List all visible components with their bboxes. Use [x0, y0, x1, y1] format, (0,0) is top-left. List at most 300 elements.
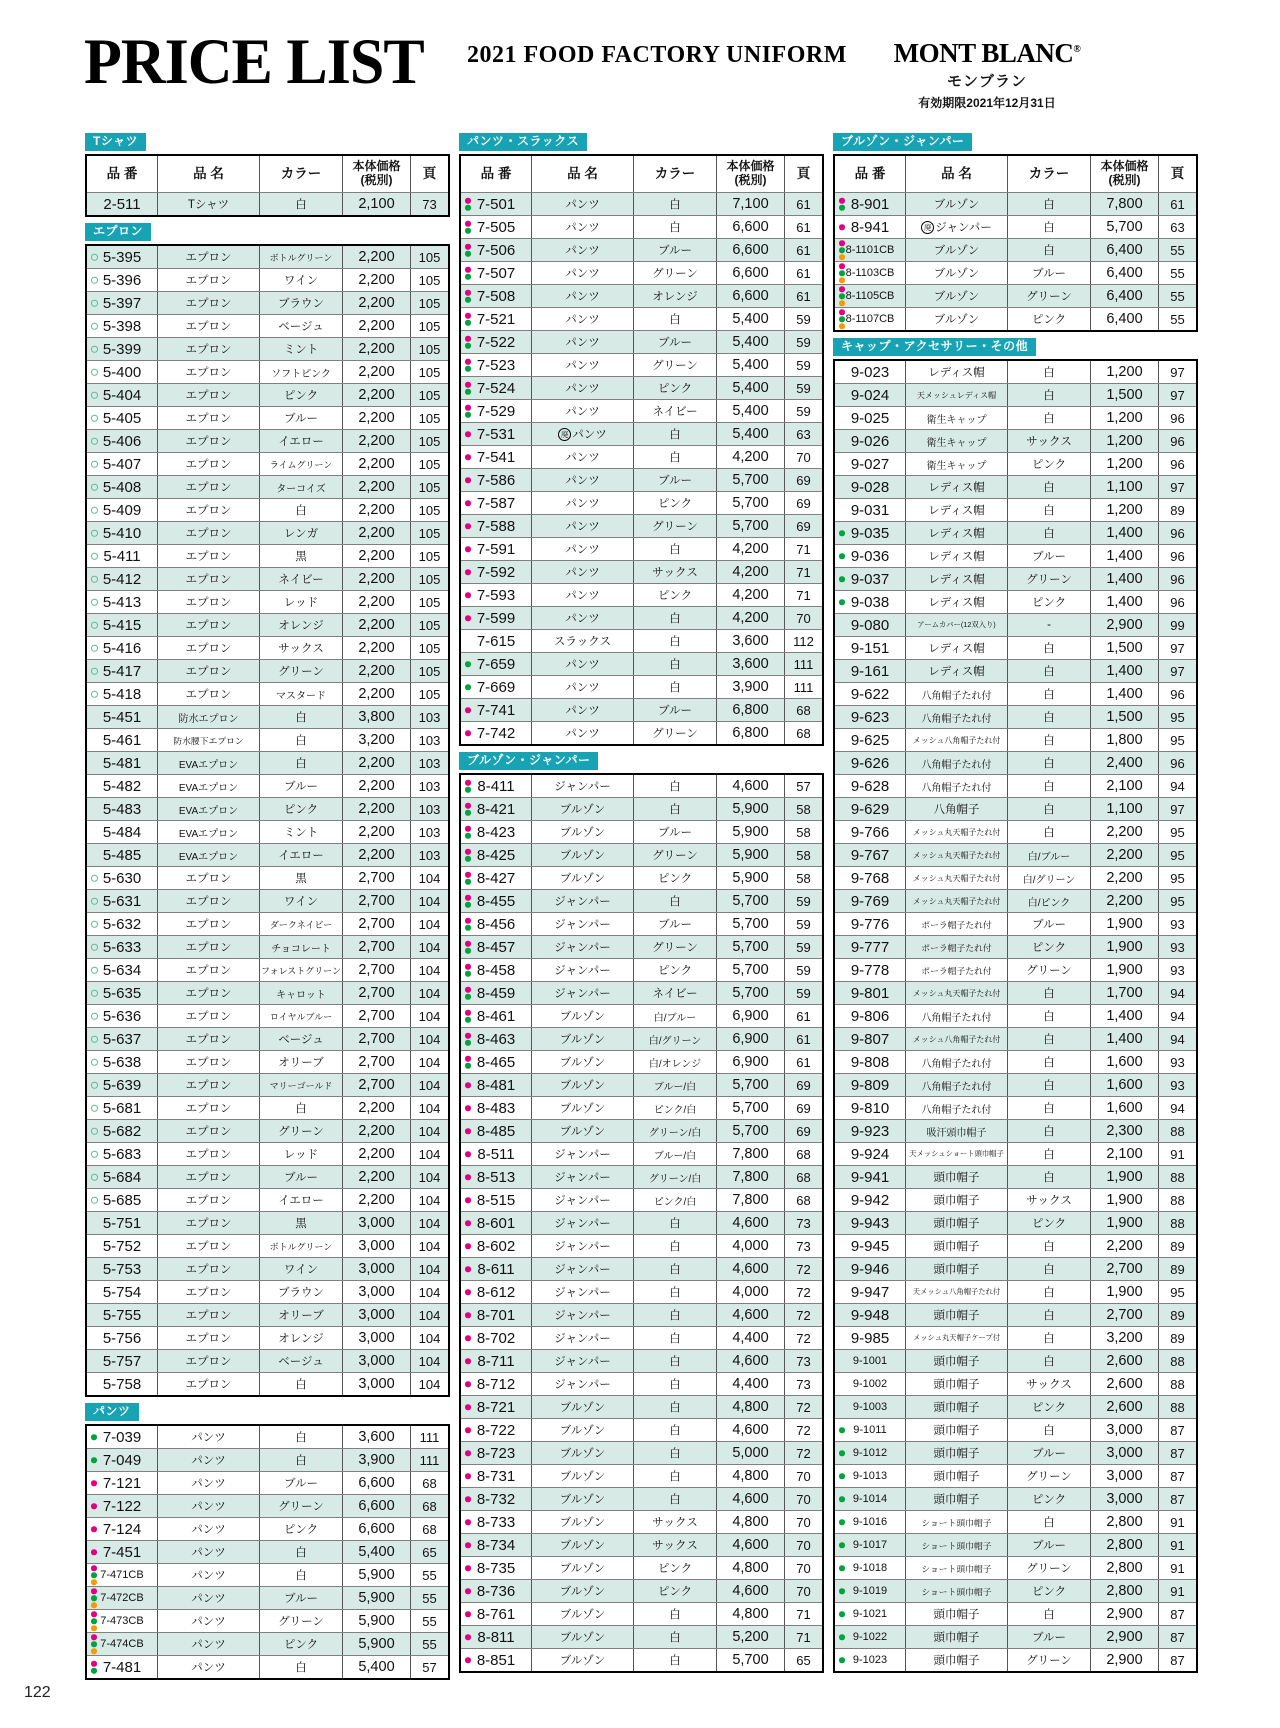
- item-marks: [91, 944, 98, 951]
- table-row: [87, 475, 448, 498]
- magenta-dot-mark: [465, 198, 471, 204]
- item-code: 5-406: [102, 432, 142, 450]
- item-marks: [465, 1128, 471, 1134]
- item-code: 7-523: [476, 356, 516, 374]
- item-page-cell: 69: [784, 492, 822, 514]
- table-row: [461, 675, 822, 698]
- table-row: [835, 613, 1196, 636]
- item-code: 8-483: [476, 1099, 516, 1117]
- open-circle-mark: [91, 1082, 98, 1089]
- item-marks: [465, 1565, 471, 1571]
- item-price-cell: 6,600: [342, 1495, 410, 1517]
- item-page-cell: 103: [410, 752, 448, 774]
- item-code: 9-1017: [852, 1539, 888, 1551]
- item-code-cell: [835, 936, 905, 958]
- table-row: [835, 981, 1196, 1004]
- item-code-cell: [835, 1120, 905, 1142]
- item-color-cell: 白: [259, 499, 342, 521]
- green-dot-mark: [91, 1595, 97, 1601]
- item-color-cell: 白: [1007, 1051, 1090, 1073]
- item-code: 8-601: [476, 1214, 516, 1232]
- item-name-cell: EVAエプロン: [157, 844, 259, 866]
- item-name-cell: エプロン: [157, 614, 259, 636]
- table-row: [87, 659, 448, 682]
- item-name-cell: ジャンパー: [531, 1189, 633, 1211]
- item-name-cell: メッシュ八角帽子たれ付: [905, 1028, 1007, 1050]
- item-name-cell: エプロン: [157, 660, 259, 682]
- item-name-cell: エプロン: [157, 269, 259, 291]
- item-name-cell: メッシュ丸天帽子たれ付: [905, 844, 1007, 866]
- item-name-cell: パンツ: [531, 722, 633, 744]
- item-price-cell: 1,700: [1090, 982, 1158, 1004]
- item-code-cell: [87, 430, 157, 452]
- item-name-cell: スラックス: [531, 630, 633, 652]
- item-color-cell: チョコレート: [259, 936, 342, 958]
- item-page-cell: 57: [410, 1656, 448, 1678]
- green-dot-mark: [839, 1473, 845, 1479]
- item-code-cell: [87, 384, 157, 406]
- item-code-cell: [461, 1396, 531, 1418]
- item-name-cell: ブルゾン: [531, 1120, 633, 1142]
- item-name-cell: パンツ: [157, 1564, 259, 1586]
- magenta-dot-mark: [465, 569, 471, 575]
- item-name-cell: ジャンパー: [531, 1212, 633, 1234]
- item-name-cell: レディス帽: [905, 545, 1007, 567]
- item-color-cell: 白: [1007, 1028, 1090, 1050]
- item-name-cell: パンツ: [531, 607, 633, 629]
- green-dot-mark: [465, 228, 471, 234]
- item-marks: [465, 359, 471, 372]
- open-circle-mark: [91, 392, 98, 399]
- item-code: 5-755: [102, 1306, 142, 1324]
- item-code-cell: [87, 913, 157, 935]
- magenta-dot-mark: [465, 313, 471, 319]
- green-dot-mark: [465, 412, 471, 418]
- item-code: 8-485: [476, 1122, 516, 1140]
- item-page-cell: 61: [784, 262, 822, 284]
- item-price-cell: 2,800: [1090, 1557, 1158, 1579]
- open-circle-mark: [91, 967, 98, 974]
- item-code: 8-421: [476, 800, 516, 818]
- item-price-cell: 7,800: [716, 1143, 784, 1165]
- item-code-cell: [835, 545, 905, 567]
- item-color-cell: ピンク: [259, 1518, 342, 1540]
- item-price-cell: 1,200: [1090, 407, 1158, 429]
- item-name-cell: ブルゾン: [531, 1442, 633, 1464]
- item-color-cell: ピンク: [1007, 308, 1090, 330]
- item-code: 8-701: [476, 1306, 516, 1324]
- item-marks: [839, 576, 845, 582]
- item-color-cell: ボトルグリーン: [259, 246, 342, 268]
- item-price-cell: 2,200: [1090, 844, 1158, 866]
- item-price-cell: 5,700: [716, 936, 784, 958]
- item-code: 8-411: [477, 777, 515, 795]
- item-color-cell: 白: [1007, 982, 1090, 1004]
- item-code-cell: [835, 499, 905, 521]
- table-row: [461, 192, 822, 215]
- item-marks: [465, 895, 471, 908]
- item-price-cell: 2,200: [342, 292, 410, 314]
- item-price-cell: 2,200: [342, 660, 410, 682]
- item-price-cell: 4,600: [716, 775, 784, 797]
- item-code: 7-615: [476, 632, 516, 650]
- header-code: 品 番: [854, 166, 886, 182]
- item-price-cell: 7,800: [716, 1189, 784, 1211]
- magenta-dot-mark: [465, 1289, 471, 1295]
- item-color-cell: ブルー: [259, 407, 342, 429]
- item-name-cell: 八角帽子たれ付: [905, 1074, 1007, 1096]
- item-page-cell: 72: [784, 1442, 822, 1464]
- item-code: 8-702: [476, 1329, 516, 1347]
- item-name-cell: メッシュ丸天帽子たれ付: [905, 821, 1007, 843]
- item-page-cell: 105: [410, 246, 448, 268]
- item-code: 8-511: [477, 1145, 515, 1163]
- item-page-cell: 88: [1158, 1350, 1196, 1372]
- open-circle-mark: [91, 875, 98, 882]
- table-row: [461, 537, 822, 560]
- magenta-dot-mark: [465, 849, 471, 855]
- item-price-cell: 1,500: [1090, 637, 1158, 659]
- table-row: [87, 383, 448, 406]
- item-code: 5-684: [102, 1168, 142, 1186]
- item-name-cell: エプロン: [157, 936, 259, 958]
- green-dot-mark: [91, 1457, 97, 1463]
- table-row: [835, 590, 1196, 613]
- item-page-cell: 91: [1158, 1534, 1196, 1556]
- item-page-cell: 96: [1158, 430, 1196, 452]
- item-page-cell: 95: [1158, 729, 1196, 751]
- table-row: [835, 261, 1196, 284]
- item-code-cell: [835, 1304, 905, 1326]
- item-marks: [91, 1013, 98, 1020]
- item-color-cell: ワイン: [259, 890, 342, 912]
- item-marks: [91, 553, 98, 560]
- magenta-dot-mark: [465, 1565, 471, 1571]
- table-row: [461, 1326, 822, 1349]
- item-page-cell: 93: [1158, 1074, 1196, 1096]
- item-code-cell: [87, 1097, 157, 1119]
- item-name-cell: 天メッシュショート頭巾帽子: [905, 1143, 1007, 1165]
- item-color-cell: 白: [633, 1649, 716, 1671]
- item-code: 8-459: [476, 984, 516, 1002]
- item-name-cell: エプロン: [157, 430, 259, 452]
- item-price-cell: 4,600: [716, 1258, 784, 1280]
- item-price-cell: 2,200: [342, 1120, 410, 1142]
- item-page-cell: 96: [1158, 407, 1196, 429]
- item-color-cell: 白: [633, 1419, 716, 1441]
- item-price-cell: 5,700: [716, 959, 784, 981]
- item-code: 5-407: [102, 455, 142, 473]
- item-code: 9-038: [850, 593, 890, 611]
- item-page-cell: 105: [410, 338, 448, 360]
- item-name-cell: エプロン: [157, 1189, 259, 1211]
- table-row: [87, 843, 448, 866]
- orange-dot-mark: [839, 254, 845, 260]
- table-row: [835, 1510, 1196, 1533]
- table-row: [835, 1349, 1196, 1372]
- item-marks: [465, 1312, 471, 1318]
- magenta-dot-mark: [91, 1661, 97, 1667]
- item-code-cell: [835, 706, 905, 728]
- item-page-cell: 95: [1158, 844, 1196, 866]
- item-code: 8-1101CB: [845, 244, 895, 256]
- item-name-cell: ブルゾン: [905, 308, 1007, 330]
- table-row: [835, 1050, 1196, 1073]
- item-name-cell: エプロン: [157, 1074, 259, 1096]
- item-code-cell: [461, 722, 531, 744]
- item-price-cell: 2,700: [342, 1005, 410, 1027]
- item-color-cell: 白: [1007, 1235, 1090, 1257]
- item-price-cell: 1,200: [1090, 499, 1158, 521]
- item-code-cell: [87, 1449, 157, 1471]
- magenta-dot-mark: [465, 1358, 471, 1364]
- item-page-cell: 104: [410, 1074, 448, 1096]
- item-marks: [91, 369, 98, 376]
- item-code-cell: [461, 423, 531, 445]
- item-name-cell: ブルゾン: [531, 821, 633, 843]
- item-price-cell: 5,700: [716, 469, 784, 491]
- price-table: [833, 359, 1198, 1673]
- item-name-cell: エプロン: [157, 637, 259, 659]
- table-row: [835, 1625, 1196, 1648]
- item-name-cell: エプロン: [157, 1120, 259, 1142]
- item-code: 5-409: [102, 501, 142, 519]
- item-marks: [465, 382, 471, 395]
- item-price-cell: 6,800: [716, 699, 784, 721]
- table-row: [461, 1096, 822, 1119]
- item-page-cell: 73: [784, 1350, 822, 1372]
- table-row: [461, 560, 822, 583]
- item-code: 5-635: [102, 984, 142, 1002]
- page-subtitle: 2021 FOOD FACTORY UNIFORM: [467, 42, 847, 68]
- item-code-cell: [461, 216, 531, 238]
- magenta-dot-mark: [465, 964, 471, 970]
- item-code-cell: [87, 522, 157, 544]
- magenta-dot-mark: [465, 1588, 471, 1594]
- table-row: [87, 268, 448, 291]
- item-price-cell: 6,600: [342, 1518, 410, 1540]
- item-code: 5-396: [102, 271, 142, 289]
- item-page-cell: 97: [1158, 476, 1196, 498]
- item-color-cell: ブルー: [1007, 1534, 1090, 1556]
- item-color-cell: 白: [633, 1350, 716, 1372]
- item-page-cell: 97: [1158, 637, 1196, 659]
- item-price-cell: 2,200: [342, 775, 410, 797]
- table-row: [87, 192, 448, 215]
- magenta-dot-mark: [465, 523, 471, 529]
- item-name-cell: エプロン: [157, 1373, 259, 1395]
- item-page-cell: 96: [1158, 591, 1196, 613]
- magenta-dot-mark: [465, 382, 471, 388]
- item-color-cell: 白: [633, 1281, 716, 1303]
- item-page-cell: 55: [410, 1587, 448, 1609]
- item-code-cell: [835, 1005, 905, 1027]
- item-color-cell: 白: [633, 607, 716, 629]
- item-price-cell: 5,400: [342, 1656, 410, 1678]
- header-page: 頁: [1158, 156, 1196, 192]
- item-name-cell: 頭巾帽子: [905, 1189, 1007, 1211]
- table-row: [461, 238, 822, 261]
- item-page-cell: 72: [784, 1258, 822, 1280]
- item-color-cell: グリーン: [1007, 1649, 1090, 1671]
- brand-kana: モンブラン: [946, 73, 1027, 90]
- item-color-cell: ブルー: [1007, 1626, 1090, 1648]
- magenta-dot-mark: [465, 1266, 471, 1272]
- item-marks: [839, 553, 845, 559]
- section-label: パンツ・スラックス: [459, 133, 587, 151]
- magenta-dot-mark: [465, 1151, 471, 1157]
- item-name-cell: エプロン: [157, 338, 259, 360]
- table-row: [87, 1119, 448, 1142]
- table-row: [461, 1257, 822, 1280]
- item-name-cell: エプロン: [157, 361, 259, 383]
- table-row: [461, 261, 822, 284]
- item-price-cell: 4,000: [716, 1281, 784, 1303]
- magenta-dot-mark: [839, 198, 845, 204]
- open-circle-mark: [91, 1105, 98, 1112]
- item-code: 9-943: [850, 1214, 890, 1232]
- validity-note: 有効期限2021年12月31日: [918, 96, 1056, 110]
- item-page-cell: 88: [1158, 1120, 1196, 1142]
- item-code-cell: [461, 867, 531, 889]
- item-page-cell: 105: [410, 499, 448, 521]
- item-page-cell: 89: [1158, 1235, 1196, 1257]
- table-row: [461, 1211, 822, 1234]
- item-price-cell: 3,600: [716, 630, 784, 652]
- open-circle-mark: [91, 576, 98, 583]
- item-price-cell: 5,200: [716, 1626, 784, 1648]
- item-code: 9-768: [850, 869, 890, 887]
- item-page-cell: 61: [784, 1051, 822, 1073]
- item-color-cell: ブラウン: [259, 292, 342, 314]
- magenta-dot-mark: [91, 1526, 97, 1532]
- item-color-cell: グリーン: [1007, 285, 1090, 307]
- table-row: [461, 1188, 822, 1211]
- item-price-cell: 4,200: [716, 561, 784, 583]
- item-price-cell: 4,600: [716, 1488, 784, 1510]
- item-color-cell: オレンジ: [633, 285, 716, 307]
- item-price-cell: 1,400: [1090, 683, 1158, 705]
- item-code-cell: [461, 354, 531, 376]
- magenta-dot-mark: [465, 987, 471, 993]
- green-dot-mark: [465, 971, 471, 977]
- table-row: [835, 452, 1196, 475]
- item-marks: [465, 431, 471, 437]
- item-price-cell: 3,000: [342, 1258, 410, 1280]
- item-color-cell: ブルー: [633, 331, 716, 353]
- item-price-cell: 6,400: [1090, 239, 1158, 261]
- item-code-cell: [835, 453, 905, 475]
- table-row: [461, 1073, 822, 1096]
- magenta-dot-mark: [465, 336, 471, 342]
- open-circle-mark: [91, 530, 98, 537]
- item-price-cell: 1,500: [1090, 706, 1158, 728]
- item-name-cell: ジャンパー: [531, 1373, 633, 1395]
- item-color-cell: 白: [259, 1656, 342, 1678]
- item-name-cell: ジャンパー: [531, 936, 633, 958]
- table-row: [461, 583, 822, 606]
- item-code: 7-669: [476, 678, 516, 696]
- item-name-cell: ブルゾン: [905, 262, 1007, 284]
- item-color-cell: 白: [259, 1564, 342, 1586]
- item-price-cell: 2,200: [342, 430, 410, 452]
- table-row: [835, 238, 1196, 261]
- item-marks: [465, 1151, 471, 1157]
- item-name: ジャンパー: [935, 222, 992, 234]
- item-page-cell: 61: [784, 1028, 822, 1050]
- item-code: 9-777: [850, 938, 890, 956]
- item-code-cell: [461, 400, 531, 422]
- section-label: ブルゾン・ジャンパー: [459, 752, 598, 770]
- item-code-cell: [461, 1212, 531, 1234]
- item-price-cell: 3,200: [1090, 1327, 1158, 1349]
- table-row: [87, 1303, 448, 1326]
- item-code-cell: [461, 584, 531, 606]
- item-color-cell: グリーン: [633, 936, 716, 958]
- table-row: [461, 1119, 822, 1142]
- item-code: 5-397: [102, 294, 142, 312]
- table-row: [835, 1487, 1196, 1510]
- table-row: [461, 606, 822, 629]
- table-row: [87, 1188, 448, 1211]
- item-name-cell: パンツ: [157, 1449, 259, 1471]
- open-circle-mark: [91, 645, 98, 652]
- item-code-cell: [87, 1587, 157, 1609]
- item-color-cell: 白: [1007, 476, 1090, 498]
- item-price-cell: 4,200: [716, 584, 784, 606]
- item-page-cell: 105: [410, 683, 448, 705]
- green-dot-mark: [465, 1017, 471, 1023]
- table-row: [461, 514, 822, 537]
- table-row: [461, 1487, 822, 1510]
- table-row: [461, 843, 822, 866]
- item-code-cell: [87, 193, 157, 215]
- item-code: 8-735: [476, 1559, 516, 1577]
- green-dot-mark: [839, 316, 845, 322]
- item-color-cell: ワイン: [259, 269, 342, 291]
- header-name: 品 名: [905, 156, 1007, 192]
- item-name-cell: ジャンパー: [531, 1304, 633, 1326]
- item-code: 9-151: [850, 639, 890, 657]
- item-name-cell: エプロン: [157, 1235, 259, 1257]
- item-code: 9-942: [850, 1191, 890, 1209]
- item-code-cell: [835, 821, 905, 843]
- item-page-cell: 95: [1158, 867, 1196, 889]
- item-code: 5-756: [102, 1329, 142, 1347]
- table-row: [835, 636, 1196, 659]
- green-dot-mark: [91, 1434, 97, 1440]
- open-circle-mark: [91, 691, 98, 698]
- item-page-cell: 68: [410, 1495, 448, 1517]
- item-price-cell: 2,200: [1090, 1235, 1158, 1257]
- item-code-cell: [835, 1258, 905, 1280]
- item-price-cell: 6,600: [342, 1472, 410, 1494]
- item-page-cell: 70: [784, 607, 822, 629]
- item-color-cell: ピンク: [259, 798, 342, 820]
- green-dot-mark: [839, 1427, 845, 1433]
- item-price-cell: 6,600: [716, 285, 784, 307]
- item-price-cell: 2,700: [1090, 1258, 1158, 1280]
- item-color-cell: ピンク: [1007, 1580, 1090, 1602]
- item-price-cell: 4,600: [716, 1580, 784, 1602]
- item-page-cell: 87: [1158, 1442, 1196, 1464]
- item-marks: [91, 300, 98, 307]
- table-row: [461, 935, 822, 958]
- open-circle-mark: [91, 898, 98, 905]
- table-row: [461, 1648, 822, 1671]
- item-marks: [465, 987, 471, 1000]
- item-name-cell: ジャンパー: [531, 1143, 633, 1165]
